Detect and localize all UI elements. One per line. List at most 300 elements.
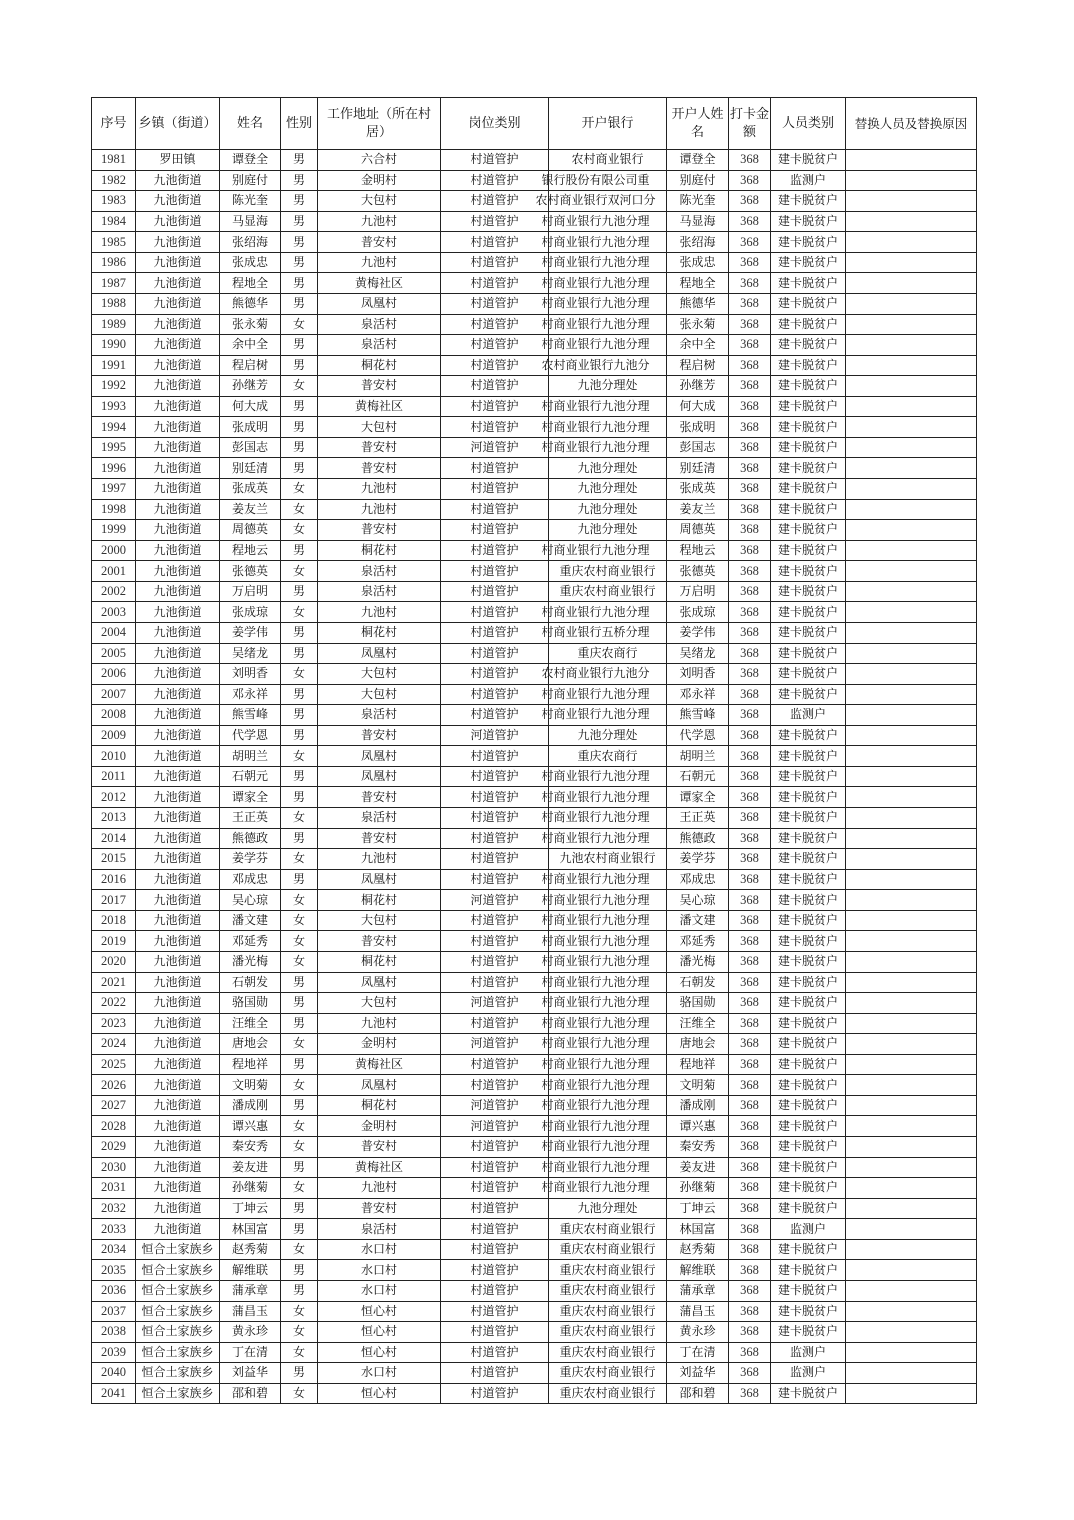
cell-gender: 女 <box>281 1322 318 1343</box>
cell-person-category: 建卡脱贫户 <box>771 581 846 602</box>
cell-replacement-reason <box>846 437 977 458</box>
bank-text: 村商业银行九池分理 <box>541 234 650 249</box>
cell-replacement-reason <box>846 355 977 376</box>
cell-name: 谭家全 <box>220 787 281 808</box>
cell-person-category: 建卡脱贫户 <box>771 355 846 376</box>
cell-post-type: 村道管护 <box>441 396 549 417</box>
cell-person-category: 建卡脱贫户 <box>771 211 846 232</box>
cell-person-category: 建卡脱贫户 <box>771 1075 846 1096</box>
cell-person-category: 建卡脱贫户 <box>771 1054 846 1075</box>
cell-gender: 男 <box>281 335 318 356</box>
cell-gender: 男 <box>281 1157 318 1178</box>
cell-bank <box>549 849 667 870</box>
cell-replacement-reason <box>846 643 977 664</box>
bank-text: 九池分理处 <box>577 481 638 496</box>
cell-replacement-reason <box>846 622 977 643</box>
cell-replacement-reason <box>846 869 977 890</box>
cell-index: 2018 <box>92 910 136 931</box>
cell-name: 熊雪峰 <box>220 705 281 726</box>
cell-name: 文明菊 <box>220 1075 281 1096</box>
cell-amount: 368 <box>729 787 771 808</box>
cell-gender: 女 <box>281 890 318 911</box>
cell-post-type: 村道管护 <box>441 1342 549 1363</box>
cell-replacement-reason <box>846 705 977 726</box>
cell-account-holder: 胡明兰 <box>667 746 729 767</box>
cell-township: 九池街道 <box>136 622 220 643</box>
cell-index: 2011 <box>92 766 136 787</box>
bank-text: 村商业银行九池分理 <box>541 419 650 434</box>
cell-name: 张永菊 <box>220 314 281 335</box>
cell-bank <box>541 993 667 1014</box>
cell-work-address: 普安村 <box>318 1137 441 1158</box>
cell-township: 九池街道 <box>136 211 220 232</box>
table-row <box>92 376 977 397</box>
cell-name: 黄永珍 <box>220 1322 281 1343</box>
bank-text: 村商业银行九池分理 <box>541 892 650 907</box>
cell-amount: 368 <box>729 314 771 335</box>
cell-account-holder: 丁坤云 <box>667 1198 729 1219</box>
cell-post-type: 村道管护 <box>441 869 549 890</box>
cell-post-type: 村道管护 <box>441 972 549 993</box>
cell-amount: 368 <box>729 766 771 787</box>
cell-account-holder: 代学恩 <box>667 725 729 746</box>
cell-gender: 男 <box>281 150 318 171</box>
cell-person-category: 建卡脱贫户 <box>771 1239 846 1260</box>
table-row <box>92 828 977 849</box>
cell-person-category: 建卡脱贫户 <box>771 1260 846 1281</box>
cell-bank <box>549 1301 667 1322</box>
cell-bank <box>541 972 667 993</box>
cell-work-address: 九池村 <box>318 252 441 273</box>
cell-township: 恒合土家族乡 <box>136 1301 220 1322</box>
cell-replacement-reason <box>846 1342 977 1363</box>
table-row <box>92 314 977 335</box>
cell-bank <box>541 1054 667 1075</box>
cell-bank <box>541 1013 667 1034</box>
cell-bank <box>541 1075 667 1096</box>
table-row <box>92 1137 977 1158</box>
bank-text: 重庆农村商业银行 <box>559 1386 656 1401</box>
cell-name: 汪维全 <box>220 1013 281 1034</box>
cell-name: 刘益华 <box>220 1363 281 1384</box>
cell-township: 九池街道 <box>136 355 220 376</box>
cell-post-type: 村道管护 <box>441 828 549 849</box>
cell-index: 2008 <box>92 705 136 726</box>
cell-post-type: 村道管护 <box>441 355 549 376</box>
table-row <box>92 725 977 746</box>
cell-bank <box>541 335 667 356</box>
table-row <box>92 1363 977 1384</box>
cell-work-address: 恒心村 <box>318 1322 441 1343</box>
cell-township: 九池街道 <box>136 191 220 212</box>
cell-post-type: 村道管护 <box>441 643 549 664</box>
cell-amount: 368 <box>729 355 771 376</box>
cell-work-address: 金明村 <box>318 170 441 191</box>
cell-post-type: 村道管护 <box>441 561 549 582</box>
cell-amount: 368 <box>729 417 771 438</box>
cell-name: 别庭付 <box>220 170 281 191</box>
cell-name: 林国富 <box>220 1219 281 1240</box>
cell-work-address: 普安村 <box>318 232 441 253</box>
cell-amount: 368 <box>729 1342 771 1363</box>
cell-person-category: 建卡脱贫户 <box>771 376 846 397</box>
cell-bank <box>541 273 667 294</box>
cell-work-address: 九池村 <box>318 602 441 623</box>
cell-account-holder: 程启树 <box>667 355 729 376</box>
table-row <box>92 787 977 808</box>
cell-post-type: 村道管护 <box>441 766 549 787</box>
cell-work-address: 泉活村 <box>318 1219 441 1240</box>
cell-person-category: 建卡脱贫户 <box>771 561 846 582</box>
bank-text: 重庆农村商业银行 <box>559 1283 656 1298</box>
cell-name: 姜学伟 <box>220 622 281 643</box>
cell-replacement-reason <box>846 1219 977 1240</box>
cell-work-address: 大包村 <box>318 910 441 931</box>
cell-account-holder: 何大成 <box>667 396 729 417</box>
cell-index: 1984 <box>92 211 136 232</box>
cell-work-address: 九池村 <box>318 479 441 500</box>
cell-bank <box>541 1137 667 1158</box>
cell-amount: 368 <box>729 602 771 623</box>
cell-amount: 368 <box>729 540 771 561</box>
cell-index: 1985 <box>92 232 136 253</box>
cell-amount: 368 <box>729 1178 771 1199</box>
cell-account-holder: 石朝元 <box>667 766 729 787</box>
cell-replacement-reason <box>846 951 977 972</box>
cell-index: 1987 <box>92 273 136 294</box>
table-row <box>92 890 977 911</box>
cell-replacement-reason <box>846 1054 977 1075</box>
cell-index: 2009 <box>92 725 136 746</box>
cell-amount: 368 <box>729 437 771 458</box>
cell-replacement-reason <box>846 1198 977 1219</box>
cell-work-address: 凤凰村 <box>318 643 441 664</box>
bank-text: 农村商业银行九池分 <box>541 357 650 372</box>
cell-bank <box>541 314 667 335</box>
cell-index: 2001 <box>92 561 136 582</box>
cell-post-type: 村道管护 <box>441 1219 549 1240</box>
cell-gender: 男 <box>281 211 318 232</box>
table-row <box>92 972 977 993</box>
cell-bank <box>541 396 667 417</box>
cell-person-category: 建卡脱贫户 <box>771 273 846 294</box>
cell-replacement-reason <box>846 1239 977 1260</box>
cell-replacement-reason <box>846 1137 977 1158</box>
cell-index: 2014 <box>92 828 136 849</box>
table-row <box>92 1280 977 1301</box>
bank-text: 村商业银行九池分理 <box>541 830 650 845</box>
cell-gender: 女 <box>281 314 318 335</box>
cell-post-type: 村道管护 <box>441 191 549 212</box>
cell-post-type: 村道管护 <box>441 314 549 335</box>
cell-work-address: 凤凰村 <box>318 766 441 787</box>
cell-post-type: 河道管护 <box>441 1116 549 1137</box>
cell-amount: 368 <box>729 479 771 500</box>
cell-person-category: 建卡脱贫户 <box>771 849 846 870</box>
cell-amount: 368 <box>729 1198 771 1219</box>
cell-replacement-reason <box>846 376 977 397</box>
cell-township: 九池街道 <box>136 931 220 952</box>
cell-gender: 男 <box>281 293 318 314</box>
table-row <box>92 993 977 1014</box>
cell-index: 2026 <box>92 1075 136 1096</box>
cell-township: 九池街道 <box>136 458 220 479</box>
table-row <box>92 581 977 602</box>
cell-name: 程启树 <box>220 355 281 376</box>
cell-account-holder: 潘文建 <box>667 910 729 931</box>
cell-index: 2040 <box>92 1363 136 1384</box>
cell-name: 邓延秀 <box>220 931 281 952</box>
cell-gender: 男 <box>281 766 318 787</box>
table-row <box>92 417 977 438</box>
cell-township: 九池街道 <box>136 499 220 520</box>
bank-text: 重庆农商行 <box>577 645 638 660</box>
cell-replacement-reason <box>846 602 977 623</box>
cell-account-holder: 邓延秀 <box>667 931 729 952</box>
cell-township: 九池街道 <box>136 252 220 273</box>
cell-replacement-reason <box>846 787 977 808</box>
cell-amount: 368 <box>729 458 771 479</box>
cell-account-holder: 张成明 <box>667 417 729 438</box>
table-row <box>92 1219 977 1240</box>
cell-bank <box>549 499 667 520</box>
cell-account-holder: 解维联 <box>667 1260 729 1281</box>
cell-bank <box>549 479 667 500</box>
cell-amount: 368 <box>729 1260 771 1281</box>
cell-township: 恒合土家族乡 <box>136 1322 220 1343</box>
cell-bank <box>541 170 667 191</box>
header-work-address: 工作地址（所在村居） <box>318 98 441 150</box>
cell-name: 何大成 <box>220 396 281 417</box>
cell-township: 九池街道 <box>136 1219 220 1240</box>
bank-text: 村商业银行九池分理 <box>541 542 650 557</box>
cell-index: 1997 <box>92 479 136 500</box>
table-row <box>92 561 977 582</box>
cell-township: 九池街道 <box>136 602 220 623</box>
cell-amount: 368 <box>729 1054 771 1075</box>
cell-person-category: 建卡脱贫户 <box>771 622 846 643</box>
cell-gender: 男 <box>281 355 318 376</box>
cell-amount: 368 <box>729 1116 771 1137</box>
cell-replacement-reason <box>846 931 977 952</box>
cell-index: 2020 <box>92 951 136 972</box>
cell-name: 丁在清 <box>220 1342 281 1363</box>
cell-post-type: 村道管护 <box>441 1013 549 1034</box>
cell-account-holder: 张德英 <box>667 561 729 582</box>
cell-gender: 女 <box>281 1342 318 1363</box>
cell-post-type: 村道管护 <box>441 602 549 623</box>
table-row <box>92 540 977 561</box>
cell-replacement-reason <box>846 479 977 500</box>
cell-replacement-reason <box>846 808 977 829</box>
cell-gender: 女 <box>281 561 318 582</box>
cell-work-address: 大包村 <box>318 664 441 685</box>
cell-amount: 368 <box>729 1301 771 1322</box>
cell-post-type: 河道管护 <box>441 1095 549 1116</box>
cell-work-address: 普安村 <box>318 828 441 849</box>
cell-account-holder: 张绍海 <box>667 232 729 253</box>
cell-post-type: 村道管护 <box>441 808 549 829</box>
cell-work-address: 普安村 <box>318 787 441 808</box>
cell-account-holder: 张永菊 <box>667 314 729 335</box>
cell-post-type: 村道管护 <box>441 1322 549 1343</box>
cell-replacement-reason <box>846 1178 977 1199</box>
cell-person-category: 监测户 <box>771 1219 846 1240</box>
cell-township: 九池街道 <box>136 376 220 397</box>
table-row <box>92 252 977 273</box>
cell-index: 2024 <box>92 1034 136 1055</box>
cell-gender: 女 <box>281 602 318 623</box>
cell-name: 熊德华 <box>220 293 281 314</box>
bank-text: 村商业银行九池分理 <box>541 604 650 619</box>
header-township: 乡镇（街道） <box>136 98 220 150</box>
cell-replacement-reason <box>846 561 977 582</box>
cell-replacement-reason <box>846 458 977 479</box>
cell-name: 解维联 <box>220 1260 281 1281</box>
cell-gender: 女 <box>281 479 318 500</box>
cell-gender: 女 <box>281 376 318 397</box>
cell-bank <box>541 437 667 458</box>
table-row <box>92 931 977 952</box>
cell-person-category: 监测户 <box>771 170 846 191</box>
cell-name: 孙继菊 <box>220 1178 281 1199</box>
cell-bank <box>541 1178 667 1199</box>
cell-person-category: 建卡脱贫户 <box>771 232 846 253</box>
cell-person-category: 建卡脱贫户 <box>771 252 846 273</box>
cell-bank <box>541 293 667 314</box>
cell-account-holder: 石朝发 <box>667 972 729 993</box>
cell-gender: 男 <box>281 252 318 273</box>
bank-text: 村商业银行九池分理 <box>541 1118 650 1133</box>
cell-name: 程地全 <box>220 273 281 294</box>
cell-person-category: 建卡脱贫户 <box>771 191 846 212</box>
bank-text: 村商业银行九池分理 <box>541 954 650 969</box>
cell-bank <box>549 561 667 582</box>
cell-work-address: 大包村 <box>318 191 441 212</box>
cell-work-address: 九池村 <box>318 849 441 870</box>
bank-text: 村商业银行九池分理 <box>541 337 650 352</box>
cell-post-type: 村道管护 <box>441 664 549 685</box>
cell-amount: 368 <box>729 1219 771 1240</box>
table-row <box>92 150 977 171</box>
bank-text: 村商业银行九池分理 <box>541 707 650 722</box>
bank-text: 村商业银行九池分理 <box>541 255 650 270</box>
cell-amount: 368 <box>729 232 771 253</box>
cell-replacement-reason <box>846 150 977 171</box>
cell-account-holder: 姜友兰 <box>667 499 729 520</box>
table-row <box>92 1054 977 1075</box>
cell-index: 2022 <box>92 993 136 1014</box>
bank-text: 村商业银行九池分理 <box>541 1077 650 1092</box>
cell-township: 九池街道 <box>136 910 220 931</box>
cell-amount: 368 <box>729 725 771 746</box>
cell-bank <box>549 725 667 746</box>
cell-name: 彭国志 <box>220 437 281 458</box>
bank-text: 村商业银行九池分理 <box>541 974 650 989</box>
cell-index: 2021 <box>92 972 136 993</box>
table-row <box>92 1239 977 1260</box>
cell-name: 丁坤云 <box>220 1198 281 1219</box>
cell-replacement-reason <box>846 191 977 212</box>
cell-work-address: 桐花村 <box>318 540 441 561</box>
cell-post-type: 河道管护 <box>441 1034 549 1055</box>
bank-text: 村商业银行九池分理 <box>541 275 650 290</box>
cell-amount: 368 <box>729 828 771 849</box>
cell-replacement-reason <box>846 211 977 232</box>
cell-township: 九池街道 <box>136 479 220 500</box>
bank-text: 重庆农商行 <box>577 748 638 763</box>
cell-work-address: 水口村 <box>318 1363 441 1384</box>
cell-replacement-reason <box>846 849 977 870</box>
cell-bank <box>541 664 667 685</box>
bank-text: 九池分理处 <box>577 460 638 475</box>
cell-replacement-reason <box>846 1363 977 1384</box>
cell-account-holder: 赵秀菊 <box>667 1239 729 1260</box>
table-row <box>92 499 977 520</box>
cell-township: 九池街道 <box>136 705 220 726</box>
cell-post-type: 村道管护 <box>441 252 549 273</box>
roster-table <box>91 97 977 1404</box>
table-row <box>92 664 977 685</box>
cell-work-address: 黄梅社区 <box>318 273 441 294</box>
cell-person-category: 建卡脱贫户 <box>771 499 846 520</box>
cell-work-address: 恒心村 <box>318 1383 441 1404</box>
bank-text: 村商业银行九池分理 <box>541 1015 650 1030</box>
table-row <box>92 211 977 232</box>
cell-amount: 368 <box>729 1095 771 1116</box>
cell-index: 2000 <box>92 540 136 561</box>
cell-account-holder: 林国富 <box>667 1219 729 1240</box>
cell-gender: 男 <box>281 972 318 993</box>
cell-gender: 女 <box>281 1116 318 1137</box>
cell-person-category: 建卡脱贫户 <box>771 1280 846 1301</box>
cell-township: 九池街道 <box>136 1116 220 1137</box>
cell-index: 2025 <box>92 1054 136 1075</box>
cell-replacement-reason <box>846 417 977 438</box>
cell-person-category: 建卡脱贫户 <box>771 951 846 972</box>
cell-account-holder: 刘明香 <box>667 664 729 685</box>
cell-name: 刘明香 <box>220 664 281 685</box>
table-row <box>92 396 977 417</box>
cell-amount: 368 <box>729 622 771 643</box>
cell-account-holder: 谭登全 <box>667 150 729 171</box>
bank-text: 重庆农村商业银行 <box>559 1303 656 1318</box>
table-row <box>92 1178 977 1199</box>
cell-township: 九池街道 <box>136 520 220 541</box>
bank-text: 村商业银行九池分理 <box>541 871 650 886</box>
cell-bank <box>549 1383 667 1404</box>
cell-account-holder: 张成忠 <box>667 252 729 273</box>
cell-amount: 368 <box>729 1137 771 1158</box>
cell-account-holder: 姜友进 <box>667 1157 729 1178</box>
cell-township: 九池街道 <box>136 293 220 314</box>
cell-amount: 368 <box>729 499 771 520</box>
cell-amount: 368 <box>729 1239 771 1260</box>
cell-work-address: 黄梅社区 <box>318 396 441 417</box>
cell-person-category: 建卡脱贫户 <box>771 1301 846 1322</box>
cell-account-holder: 骆国勋 <box>667 993 729 1014</box>
cell-name: 潘光梅 <box>220 951 281 972</box>
bank-text: 村商业银行九池分理 <box>541 213 650 228</box>
cell-amount: 368 <box>729 252 771 273</box>
bank-text: 村商业银行九池分理 <box>541 399 650 414</box>
cell-account-holder: 吴心琼 <box>667 890 729 911</box>
bank-text: 村商业银行九池分理 <box>541 933 650 948</box>
cell-bank <box>549 581 667 602</box>
bank-text: 村商业银行九池分理 <box>541 296 650 311</box>
table-row <box>92 1322 977 1343</box>
cell-gender: 女 <box>281 1178 318 1199</box>
